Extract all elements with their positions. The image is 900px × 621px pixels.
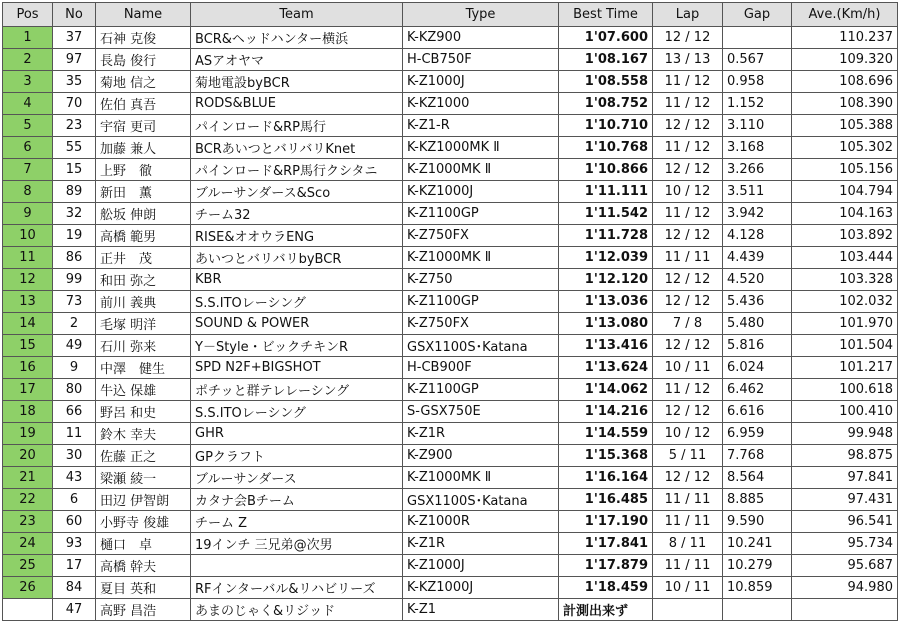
table-row [3,181,898,203]
cell-type: K-KZ1000J [403,577,559,599]
cell-pos: 21 [3,467,53,489]
cell-type: K-Z1000J [403,71,559,93]
cell-pos: 7 [3,159,53,181]
cell-lap: 11 / 12 [653,203,723,225]
cell-type: K-KZ1000MK Ⅱ [403,137,559,159]
cell-pos: 11 [3,247,53,269]
cell-name: 前川 義典 [96,291,191,313]
cell-best-time: 1'17.879 [559,555,653,577]
cell-name: 高橋 範男 [96,225,191,247]
cell-no: 55 [53,137,96,159]
cell-lap: 11 / 11 [653,489,723,511]
cell-type: K-Z1-R [403,115,559,137]
cell-name: 舩坂 伸朗 [96,203,191,225]
cell-lap: 8 / 11 [653,533,723,555]
cell-best-time: 1'13.416 [559,335,653,357]
cell-name: 菊地 信之 [96,71,191,93]
cell-lap: 12 / 12 [653,269,723,291]
cell-pos: 13 [3,291,53,313]
cell-name: 佐藤 正之 [96,445,191,467]
cell-lap [653,599,723,621]
cell-team: SPD N2F+BIGSHOT [191,357,403,379]
cell-name: 樋口 卓 [96,533,191,555]
cell-team: ブルーサンダース&Sco [191,181,403,203]
cell-team: チーム Z [191,511,403,533]
cell-gap: 10.241 [723,533,792,555]
cell-name: 牛込 保雄 [96,379,191,401]
cell-team: RODS&BLUE [191,93,403,115]
cell-name: 長島 俊行 [96,49,191,71]
cell-average-speed: 105.388 [792,115,898,137]
cell-type: K-KZ900 [403,27,559,49]
cell-pos: 20 [3,445,53,467]
cell-average-speed: 101.217 [792,357,898,379]
cell-average-speed: 105.302 [792,137,898,159]
header-average-speed: Ave.(Km/h) [792,3,898,27]
cell-average-speed: 95.734 [792,533,898,555]
cell-pos: 26 [3,577,53,599]
cell-average-speed: 108.696 [792,71,898,93]
cell-lap: 12 / 12 [653,225,723,247]
cell-average-speed: 102.032 [792,291,898,313]
cell-pos: 18 [3,401,53,423]
table-row [3,401,898,423]
cell-gap: 3.110 [723,115,792,137]
header-no: No [53,3,96,27]
cell-team: S.S.ITOレーシング [191,401,403,423]
cell-average-speed: 101.504 [792,335,898,357]
cell-pos: 10 [3,225,53,247]
cell-no: 43 [53,467,96,489]
table-row [3,357,898,379]
cell-average-speed: 103.444 [792,247,898,269]
cell-name: 野呂 和史 [96,401,191,423]
cell-average-speed: 100.618 [792,379,898,401]
cell-best-time: 1'12.039 [559,247,653,269]
cell-type: K-Z1 [403,599,559,621]
cell-best-time: 1'14.216 [559,401,653,423]
cell-average-speed: 95.687 [792,555,898,577]
header-pos: Pos [3,3,53,27]
cell-no: 47 [53,599,96,621]
cell-lap: 12 / 12 [653,27,723,49]
cell-type: K-Z1100GP [403,291,559,313]
table-row [3,489,898,511]
cell-lap: 10 / 12 [653,181,723,203]
cell-average-speed: 110.237 [792,27,898,49]
cell-team: BCR&ヘッドハンター横浜 [191,27,403,49]
cell-name: 高橋 幹夫 [96,555,191,577]
cell-best-time: 1'18.459 [559,577,653,599]
cell-team: GPクラフト [191,445,403,467]
table-row [3,291,898,313]
cell-gap: 3.511 [723,181,792,203]
table-row [3,555,898,577]
cell-pos: 12 [3,269,53,291]
cell-pos: 23 [3,511,53,533]
cell-team: ASアオヤマ [191,49,403,71]
cell-pos: 15 [3,335,53,357]
cell-no: 80 [53,379,96,401]
cell-gap: 0.567 [723,49,792,71]
cell-name: 田辺 伊智朗 [96,489,191,511]
cell-no: 73 [53,291,96,313]
cell-best-time: 1'11.728 [559,225,653,247]
table-row [3,467,898,489]
cell-gap: 6.024 [723,357,792,379]
cell-name: 宇宿 更司 [96,115,191,137]
table-row [3,49,898,71]
cell-lap: 12 / 12 [653,159,723,181]
cell-best-time: 1'16.485 [559,489,653,511]
cell-no: 9 [53,357,96,379]
cell-team: カタナ会Bチーム [191,489,403,511]
cell-no: 66 [53,401,96,423]
table-row [3,379,898,401]
header-row [3,3,898,27]
cell-team: 菊地電設byBCR [191,71,403,93]
cell-gap: 3.168 [723,137,792,159]
cell-no: 99 [53,269,96,291]
cell-pos: 6 [3,137,53,159]
cell-lap: 11 / 12 [653,137,723,159]
cell-pos: 19 [3,423,53,445]
cell-lap: 12 / 12 [653,335,723,357]
cell-best-time: 1'08.752 [559,93,653,115]
cell-team: チーム32 [191,203,403,225]
cell-average-speed: 97.431 [792,489,898,511]
cell-no: 15 [53,159,96,181]
cell-average-speed: 101.970 [792,313,898,335]
cell-team: RFインターバル&リハビリーズ [191,577,403,599]
results-table [2,2,898,621]
cell-gap: 8.564 [723,467,792,489]
cell-lap: 10 / 11 [653,357,723,379]
cell-best-time: 1'13.080 [559,313,653,335]
cell-best-time: 1'08.558 [559,71,653,93]
cell-lap: 11 / 12 [653,379,723,401]
cell-lap: 12 / 12 [653,401,723,423]
cell-lap: 13 / 13 [653,49,723,71]
cell-gap: 5.436 [723,291,792,313]
table-row [3,27,898,49]
cell-lap: 12 / 12 [653,467,723,489]
cell-gap: 6.616 [723,401,792,423]
header-gap: Gap [723,3,792,27]
cell-team: あいつとバリバリbyBCR [191,247,403,269]
cell-type: K-KZ1000J [403,181,559,203]
cell-lap: 11 / 11 [653,511,723,533]
cell-team: GHR [191,423,403,445]
cell-type: K-Z1000MK Ⅱ [403,159,559,181]
cell-name: 正井 茂 [96,247,191,269]
cell-average-speed: 108.390 [792,93,898,115]
table-row [3,533,898,555]
cell-name: 小野寺 俊雄 [96,511,191,533]
cell-gap: 0.958 [723,71,792,93]
cell-lap: 12 / 12 [653,291,723,313]
cell-lap: 7 / 8 [653,313,723,335]
table-row [3,247,898,269]
cell-name: 夏目 英和 [96,577,191,599]
cell-gap: 9.590 [723,511,792,533]
table-row [3,71,898,93]
cell-type: K-Z750 [403,269,559,291]
header-name: Name [96,3,191,27]
cell-lap: 10 / 12 [653,423,723,445]
cell-name: 和田 弥之 [96,269,191,291]
cell-no: 60 [53,511,96,533]
cell-pos: 17 [3,379,53,401]
cell-lap: 11 / 11 [653,555,723,577]
cell-best-time: 1'14.062 [559,379,653,401]
cell-team: SOUND & POWER [191,313,403,335]
cell-best-time: 1'08.167 [559,49,653,71]
cell-average-speed: 94.980 [792,577,898,599]
cell-team: BCRあいつとバリバリKnet [191,137,403,159]
cell-no: 84 [53,577,96,599]
table-row [3,225,898,247]
cell-no: 86 [53,247,96,269]
cell-no: 17 [53,555,96,577]
cell-team: S.S.ITOレーシング [191,291,403,313]
cell-gap: 3.942 [723,203,792,225]
header-team: Team [191,3,403,27]
cell-pos: 8 [3,181,53,203]
table-row [3,137,898,159]
cell-type: K-Z1000R [403,511,559,533]
cell-average-speed: 103.892 [792,225,898,247]
cell-name: 中澤 健生 [96,357,191,379]
table-row [3,335,898,357]
cell-gap: 10.859 [723,577,792,599]
cell-no: 89 [53,181,96,203]
cell-gap: 4.439 [723,247,792,269]
table-row [3,93,898,115]
cell-lap: 11 / 12 [653,93,723,115]
cell-type: S-GSX750E [403,401,559,423]
cell-team: ポチッと群テレレーシング [191,379,403,401]
cell-type: K-Z1R [403,423,559,445]
cell-type: K-Z1000MK Ⅱ [403,247,559,269]
table-row [3,423,898,445]
cell-no: 23 [53,115,96,137]
cell-team: RISE&オオウラENG [191,225,403,247]
header-lap: Lap [653,3,723,27]
cell-type: H-CB750F [403,49,559,71]
table-header [3,3,898,27]
cell-no: 32 [53,203,96,225]
cell-gap: 1.152 [723,93,792,115]
cell-pos: 2 [3,49,53,71]
cell-type: K-Z1000MK Ⅱ [403,467,559,489]
cell-pos: 9 [3,203,53,225]
cell-average-speed: 97.841 [792,467,898,489]
cell-pos: 22 [3,489,53,511]
cell-average-speed: 98.875 [792,445,898,467]
cell-average-speed [792,599,898,621]
cell-best-time: 1'10.768 [559,137,653,159]
cell-average-speed: 105.156 [792,159,898,181]
cell-type: K-Z750FX [403,225,559,247]
cell-team: Y－Style・ビックチキンR [191,335,403,357]
cell-type: K-Z1R [403,533,559,555]
cell-no: 2 [53,313,96,335]
cell-gap: 4.520 [723,269,792,291]
table-row [3,445,898,467]
cell-name: 石川 弥来 [96,335,191,357]
cell-lap: 11 / 12 [653,71,723,93]
cell-best-time: 1'10.866 [559,159,653,181]
cell-pos: 3 [3,71,53,93]
cell-type: H-CB900F [403,357,559,379]
cell-best-time: 1'11.542 [559,203,653,225]
table-row [3,577,898,599]
cell-gap: 4.128 [723,225,792,247]
table-row [3,511,898,533]
cell-lap: 5 / 11 [653,445,723,467]
cell-no: 35 [53,71,96,93]
cell-pos: 25 [3,555,53,577]
cell-team: KBR [191,269,403,291]
cell-gap: 5.816 [723,335,792,357]
cell-average-speed: 104.794 [792,181,898,203]
cell-team [191,555,403,577]
cell-name: 高野 昌浩 [96,599,191,621]
table-row [3,269,898,291]
cell-name: 新田 薫 [96,181,191,203]
cell-type: K-Z1100GP [403,203,559,225]
cell-average-speed: 100.410 [792,401,898,423]
cell-gap: 3.266 [723,159,792,181]
cell-no: 19 [53,225,96,247]
cell-type: GSX1100S･Katana [403,489,559,511]
cell-name: 鈴木 幸夫 [96,423,191,445]
cell-best-time: 1'17.190 [559,511,653,533]
cell-team: パインロード&RP馬行クシタニ [191,159,403,181]
cell-best-time: 1'16.164 [559,467,653,489]
cell-best-time: 1'10.710 [559,115,653,137]
cell-type: K-Z750FX [403,313,559,335]
cell-type: GSX1100S･Katana [403,335,559,357]
cell-name: 佐伯 真吾 [96,93,191,115]
cell-no: 37 [53,27,96,49]
cell-pos [3,599,53,621]
cell-pos: 14 [3,313,53,335]
cell-no: 30 [53,445,96,467]
table-row [3,115,898,137]
cell-gap: 7.768 [723,445,792,467]
cell-no: 49 [53,335,96,357]
cell-pos: 1 [3,27,53,49]
cell-pos: 5 [3,115,53,137]
cell-best-time: 1'14.559 [559,423,653,445]
cell-best-time: 計測出来ず [559,599,653,621]
cell-no: 70 [53,93,96,115]
cell-name: 加藤 兼人 [96,137,191,159]
header-best-time: Best Time [559,3,653,27]
cell-pos: 4 [3,93,53,115]
cell-average-speed: 99.948 [792,423,898,445]
cell-no: 97 [53,49,96,71]
cell-best-time: 1'13.036 [559,291,653,313]
cell-best-time: 1'07.600 [559,27,653,49]
cell-gap: 5.480 [723,313,792,335]
cell-best-time: 1'17.841 [559,533,653,555]
cell-gap: 8.885 [723,489,792,511]
cell-no: 6 [53,489,96,511]
table-row [3,313,898,335]
cell-team: パインロード&RP馬行 [191,115,403,137]
cell-team: 19インチ 三兄弟@次男 [191,533,403,555]
cell-best-time: 1'13.624 [559,357,653,379]
cell-best-time: 1'12.120 [559,269,653,291]
cell-no: 93 [53,533,96,555]
cell-team: ブルーサンダース [191,467,403,489]
cell-best-time: 1'15.368 [559,445,653,467]
cell-no: 11 [53,423,96,445]
cell-lap: 10 / 11 [653,577,723,599]
cell-type: K-Z1000J [403,555,559,577]
cell-gap [723,27,792,49]
cell-pos: 24 [3,533,53,555]
cell-average-speed: 96.541 [792,511,898,533]
header-type: Type [403,3,559,27]
cell-lap: 11 / 11 [653,247,723,269]
cell-gap: 6.959 [723,423,792,445]
cell-gap: 10.279 [723,555,792,577]
cell-name: 梁瀬 綾一 [96,467,191,489]
table-row [3,599,898,621]
cell-average-speed: 109.320 [792,49,898,71]
cell-gap: 6.462 [723,379,792,401]
cell-lap: 12 / 12 [653,115,723,137]
cell-type: K-KZ1000 [403,93,559,115]
cell-gap [723,599,792,621]
cell-type: K-Z900 [403,445,559,467]
cell-name: 上野 徹 [96,159,191,181]
table-row [3,203,898,225]
cell-name: 毛塚 明洋 [96,313,191,335]
cell-pos: 16 [3,357,53,379]
cell-team: あまのじゃく&リジッド [191,599,403,621]
cell-average-speed: 104.163 [792,203,898,225]
cell-best-time: 1'11.111 [559,181,653,203]
cell-average-speed: 103.328 [792,269,898,291]
cell-name: 石神 克俊 [96,27,191,49]
table-body [3,27,898,621]
cell-type: K-Z1100GP [403,379,559,401]
table-row [3,159,898,181]
